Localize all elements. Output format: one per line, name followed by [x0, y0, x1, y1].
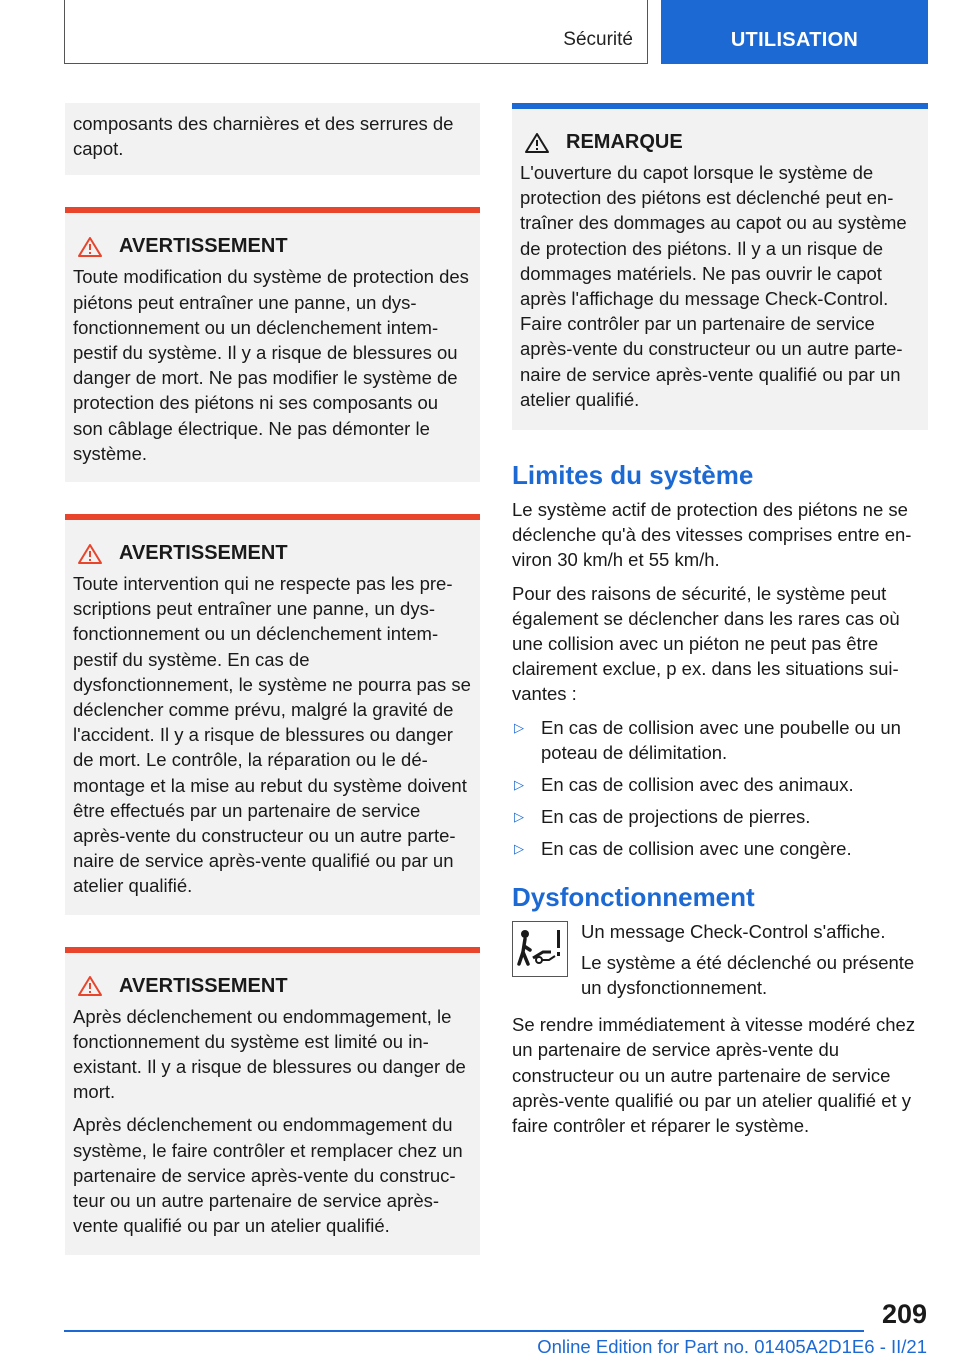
chapter-label: UTILISATION [730, 29, 859, 51]
section-tab[interactable] [64, 0, 648, 64]
warning-triangle-icon [524, 132, 550, 154]
list-item [512, 715, 928, 765]
message-text: Un message Check-Control s'affiche. [581, 920, 886, 942]
warning-title-label: AVERTISSEMENT [119, 974, 288, 997]
limits-paragraph: Pour des raisons de sécurité, le système peut également se déclencher dans les rares cas où une collision avec un piéton ne peut pas être clairement exclue, p ex. dans les situations suivantes : [512, 582, 900, 705]
intro-box [65, 103, 480, 175]
footer-divider [64, 1330, 864, 1332]
note-title-label: REMARQUE [566, 131, 683, 153]
message-text: Le système a été déclenché ou présente un dysfonctionnement. [581, 951, 915, 999]
warning-title [73, 235, 472, 258]
warning-title-label: AVERTISSEMENT [119, 542, 288, 565]
malfunction-paragraph: Se rendre immédiatement à vitesse modéré chez un partenaire de service après-vente du constructeur ou un autre partenaire de service après-vente qualifié ou par un atelier qualifié et y faire contrôler et réparer le système. [512, 1014, 916, 1137]
list-item-text: En cas de collision avec une congère. [541, 838, 852, 860]
warning-box-3 [65, 947, 480, 1255]
warning-box-1 [65, 207, 480, 482]
warning-text: Après déclenchement ou endommagement, le fonctionnement du système est limité ou inexistant. Il y a risque de blessures ou danger de mort. [73, 1005, 466, 1103]
triangle-bullet-icon: ▷ [514, 777, 524, 793]
list-item-text: En cas de collision avec des animaux. [541, 774, 854, 796]
check-control-message [512, 919, 928, 1007]
limits-list [512, 715, 928, 862]
page-header [64, 0, 928, 66]
pedestrian-protection-icon [512, 921, 568, 977]
warning-triangle-icon [77, 975, 103, 997]
warning-title [73, 975, 472, 998]
note-text: L'ouverture du capot lorsque le système de protection des piétons est déclenché peut entraîner des dommages au capot ou au système de protection des piétons. Il y a un risque de dommages matériels. Ne pas ouvrir le capot après l'affichage du message Check-Control. Faire contrôler par un partenaire de service après-vente du constructeur ou un autre partenaire de service après-vente qualifié ou par un atelier qualifié. [520, 162, 907, 410]
page-number: 209 [881, 1299, 927, 1329]
note-box [512, 103, 928, 430]
list-item [512, 804, 928, 829]
limits-paragraph: Le système actif de protection des piétons ne se déclenche qu'à des vitesses comprises entre environ 30 km/h et 55 km/h. [512, 499, 912, 571]
warning-text: Toute intervention qui ne respecte pas les prescriptions peut entraîner une panne, un dysfonctionnement ou un déclenchement intempestif du système. En cas de dysfonctionnement, le système ne pourra pas se déclencher comme prévu, malgré la gravité de l'accident. Il y a risque de blessures ou danger de mort. Le contrôle, la réparation ou le démontage et la mise au rebut du système doivent être effectués par un partenaire de service après-vente du constructeur ou un autre partenaire de service après-vente qualifié ou par un atelier qualifié. [73, 573, 471, 897]
left-column [65, 103, 480, 1255]
right-column [512, 103, 928, 1146]
list-item-text: En cas de projections de pierres. [541, 806, 811, 828]
list-item [512, 836, 928, 861]
warning-triangle-icon [77, 236, 103, 258]
intro-text: composants des charnières et des serrures de capot. [73, 113, 454, 160]
triangle-bullet-icon: ▷ [514, 809, 524, 825]
list-item [512, 772, 928, 797]
message-texts [581, 919, 928, 1007]
warning-title [73, 542, 472, 565]
warning-box-2 [65, 514, 480, 915]
chapter-tab[interactable] [661, 0, 928, 64]
triangle-bullet-icon: ▷ [514, 841, 524, 857]
note-title [520, 131, 920, 154]
warning-triangle-icon [77, 543, 103, 565]
edition-text: Online Edition for Part no. 01405A2D1E6 - II/21 [537, 1336, 927, 1357]
warning-text: Toute modification du système de protection des piétons peut entraîner une panne, un dysfonctionnement ou un déclenchement intempestif du système. Il y a risque de blessures ou danger de mort. Ne pas modifier le système de protection des piétons ni ses composants ou son câblage électrique. Ne pas démonter le système. [73, 266, 469, 464]
malfunction-heading: Dysfonctionnement [512, 881, 755, 912]
warning-text: Après déclenchement ou endommagement du système, le faire contrôler et remplacer chez un partenaire de service après-vente du constructeur ou un autre partenaire de service après-vente qualifié ou par un atelier qualifié. [73, 1114, 463, 1237]
list-item-text: En cas de collision avec une poubelle ou un poteau de délimitation. [541, 716, 901, 763]
warning-title-label: AVERTISSEMENT [119, 235, 288, 258]
section-label: Sécurité [563, 29, 633, 50]
limits-heading: Limites du système [512, 460, 754, 491]
triangle-bullet-icon: ▷ [514, 719, 524, 735]
